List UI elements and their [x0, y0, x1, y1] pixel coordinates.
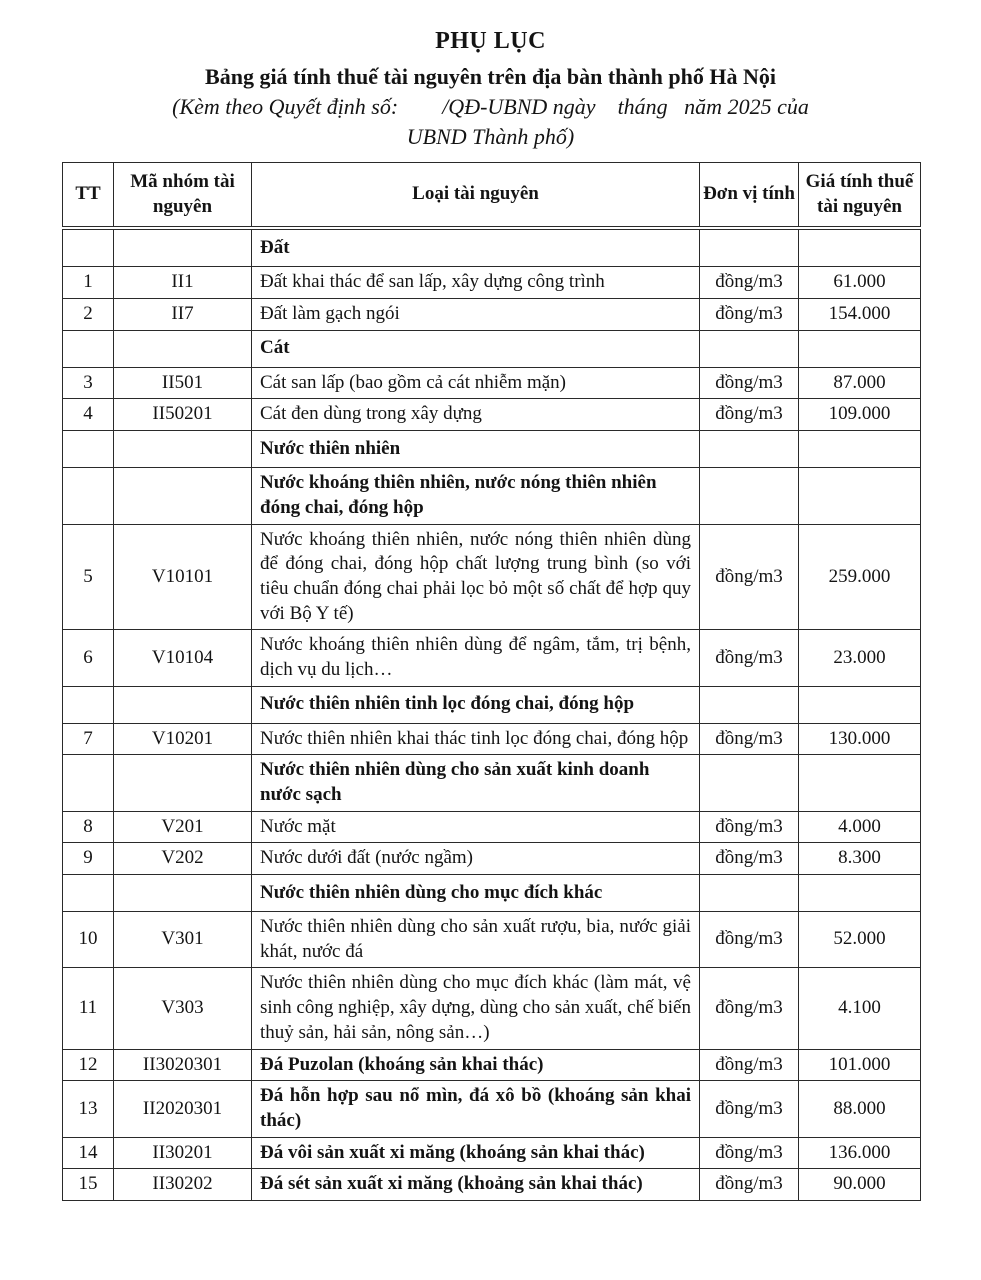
- table-row: [63, 630, 921, 686]
- cell-tt: [63, 431, 114, 468]
- column-header-tt: TT: [63, 163, 114, 229]
- resource-tax-price-table: [62, 162, 921, 1201]
- cell-unit: đồng/m3: [700, 1081, 799, 1137]
- cell-price: 8.300: [799, 843, 921, 875]
- cell-price: [799, 755, 921, 811]
- cell-resource-code: V301: [114, 912, 252, 968]
- section-row: [63, 228, 921, 267]
- table-row: [63, 267, 921, 299]
- cell-resource-code: II1: [114, 267, 252, 299]
- cell-price: 23.000: [799, 630, 921, 686]
- cell-tt: 5: [63, 524, 114, 630]
- cell-unit: đồng/m3: [700, 843, 799, 875]
- table-row: [63, 811, 921, 843]
- cell-resource-name: Nước thiên nhiên khai thác tinh lọc đóng chai, đóng hộp: [252, 723, 700, 755]
- cell-tt: 12: [63, 1049, 114, 1081]
- cell-price: 88.000: [799, 1081, 921, 1137]
- cell-resource-code: [114, 330, 252, 367]
- cell-unit: đồng/m3: [700, 524, 799, 630]
- cell-resource-name: Đất làm gạch ngói: [252, 299, 700, 331]
- cell-tt: 4: [63, 399, 114, 431]
- cell-resource-code: V10201: [114, 723, 252, 755]
- section-row: [63, 755, 921, 811]
- table-body: [63, 228, 921, 1200]
- cell-tt: 11: [63, 968, 114, 1049]
- cell-resource-name: Đá sét sản xuất xi măng (khoảng sản khai thác): [252, 1169, 700, 1201]
- cell-tt: [63, 755, 114, 811]
- cell-unit: đồng/m3: [700, 1137, 799, 1169]
- attribution-line-1: (Kèm theo Quyết định số: /QĐ-UBND ngày tháng năm 2025 của: [172, 94, 809, 119]
- table-row: [63, 1049, 921, 1081]
- cell-price: 87.000: [799, 367, 921, 399]
- cell-price: [799, 330, 921, 367]
- cell-tt: [63, 228, 114, 267]
- cell-resource-code: [114, 431, 252, 468]
- cell-resource-name: Đá vôi sản xuất xi măng (khoáng sản khai thác): [252, 1137, 700, 1169]
- cell-tt: [63, 686, 114, 723]
- table-row: [63, 1137, 921, 1169]
- cell-resource-code: [114, 686, 252, 723]
- table-header-row: [63, 163, 921, 229]
- cell-tt: [63, 330, 114, 367]
- cell-tt: [63, 875, 114, 912]
- cell-tt: 6: [63, 630, 114, 686]
- cell-resource-name: Nước dưới đất (nước ngầm): [252, 843, 700, 875]
- cell-unit: [700, 875, 799, 912]
- cell-price: 4.100: [799, 968, 921, 1049]
- section-row: [63, 330, 921, 367]
- column-header-unit: Đơn vị tính: [700, 163, 799, 229]
- page-subtitle: Bảng giá tính thuế tài nguyên trên địa bàn thành phố Hà Nội: [205, 64, 776, 89]
- cell-resource-name: Nước thiên nhiên dùng cho sản xuất rượu, bia, nước giải khát, nước đá: [252, 912, 700, 968]
- cell-price: [799, 431, 921, 468]
- cell-resource-name: Đất khai thác để san lấp, xây dựng công trình: [252, 267, 700, 299]
- cell-resource-code: II30202: [114, 1169, 252, 1201]
- section-row: [63, 468, 921, 524]
- cell-unit: đồng/m3: [700, 1049, 799, 1081]
- cell-tt: 8: [63, 811, 114, 843]
- cell-unit: đồng/m3: [700, 912, 799, 968]
- cell-price: 101.000: [799, 1049, 921, 1081]
- cell-section-title: Đất: [252, 228, 700, 267]
- cell-resource-code: II30201: [114, 1137, 252, 1169]
- cell-unit: [700, 686, 799, 723]
- cell-unit: [700, 468, 799, 524]
- cell-resource-name: Nước thiên nhiên dùng cho mục đích khác (làm mát, vệ sinh công nghiệp, xây dựng, dùng cho sản xuất, chế biến thuỷ sản, hải sản, nông sản…): [252, 968, 700, 1049]
- cell-price: 90.000: [799, 1169, 921, 1201]
- table-row: [63, 843, 921, 875]
- column-header-resource-code: Mã nhóm tài nguyên: [114, 163, 252, 229]
- cell-price: 52.000: [799, 912, 921, 968]
- cell-section-title: Nước thiên nhiên dùng cho sản xuất kinh doanh nước sạch: [252, 755, 700, 811]
- section-row: [63, 875, 921, 912]
- cell-resource-code: II3020301: [114, 1049, 252, 1081]
- table-header: [63, 163, 921, 229]
- cell-resource-name: Cát đen dùng trong xây dựng: [252, 399, 700, 431]
- cell-tt: 9: [63, 843, 114, 875]
- cell-resource-code: V201: [114, 811, 252, 843]
- cell-price: 130.000: [799, 723, 921, 755]
- cell-section-title: Nước thiên nhiên tinh lọc đóng chai, đóng hộp: [252, 686, 700, 723]
- table-row: [63, 912, 921, 968]
- table-row: [63, 968, 921, 1049]
- cell-tt: [63, 468, 114, 524]
- cell-tt: 7: [63, 723, 114, 755]
- cell-resource-code: II2020301: [114, 1081, 252, 1137]
- cell-resource-name: Đá hỗn hợp sau nổ mìn, đá xô bồ (khoáng sản khai thác): [252, 1081, 700, 1137]
- cell-section-title: Cát: [252, 330, 700, 367]
- cell-resource-name: Nước khoáng thiên nhiên, nước nóng thiên nhiên dùng để đóng chai, đóng hộp chất lượng trung bình (so với tiêu chuẩn đóng chai phải lọc bỏ một số chất để hợp quy với Bộ Y tế): [252, 524, 700, 630]
- section-row: [63, 686, 921, 723]
- cell-unit: [700, 228, 799, 267]
- cell-unit: đồng/m3: [700, 630, 799, 686]
- attribution-line-2: UBND Thành phố): [406, 124, 575, 149]
- column-header-tax-price: Giá tính thuế tài nguyên: [799, 163, 921, 229]
- cell-price: 154.000: [799, 299, 921, 331]
- cell-price: 136.000: [799, 1137, 921, 1169]
- cell-unit: đồng/m3: [700, 968, 799, 1049]
- table-row: [63, 399, 921, 431]
- table-row: [63, 1081, 921, 1137]
- cell-resource-name: Cát san lấp (bao gồm cả cát nhiễm mặn): [252, 367, 700, 399]
- column-header-resource-type: Loại tài nguyên: [252, 163, 700, 229]
- table-row: [63, 524, 921, 630]
- cell-tt: 13: [63, 1081, 114, 1137]
- cell-unit: đồng/m3: [700, 723, 799, 755]
- table-row: [63, 1169, 921, 1201]
- cell-price: 109.000: [799, 399, 921, 431]
- section-row: [63, 431, 921, 468]
- cell-resource-code: II501: [114, 367, 252, 399]
- cell-resource-code: V202: [114, 843, 252, 875]
- page-title: PHỤ LỤC: [435, 28, 546, 54]
- cell-resource-code: [114, 468, 252, 524]
- cell-resource-code: V10101: [114, 524, 252, 630]
- cell-unit: đồng/m3: [700, 299, 799, 331]
- cell-tt: 15: [63, 1169, 114, 1201]
- cell-resource-name: Nước khoáng thiên nhiên dùng để ngâm, tắm, trị bệnh, dịch vụ du lịch…: [252, 630, 700, 686]
- cell-unit: [700, 330, 799, 367]
- cell-unit: đồng/m3: [700, 399, 799, 431]
- cell-price: [799, 228, 921, 267]
- cell-tt: 1: [63, 267, 114, 299]
- cell-tt: 2: [63, 299, 114, 331]
- cell-unit: [700, 431, 799, 468]
- cell-resource-code: II50201: [114, 399, 252, 431]
- cell-tt: 10: [63, 912, 114, 968]
- cell-resource-code: [114, 755, 252, 811]
- table-row: [63, 723, 921, 755]
- cell-resource-code: [114, 875, 252, 912]
- cell-price: [799, 875, 921, 912]
- cell-price: [799, 686, 921, 723]
- cell-unit: [700, 755, 799, 811]
- cell-price: 61.000: [799, 267, 921, 299]
- cell-resource-code: V10104: [114, 630, 252, 686]
- table-row: [63, 367, 921, 399]
- cell-resource-code: V303: [114, 968, 252, 1049]
- cell-resource-name: Nước mặt: [252, 811, 700, 843]
- table-row: [63, 299, 921, 331]
- cell-unit: đồng/m3: [700, 267, 799, 299]
- cell-unit: đồng/m3: [700, 367, 799, 399]
- cell-unit: đồng/m3: [700, 1169, 799, 1201]
- cell-resource-name: Đá Puzolan (khoáng sản khai thác): [252, 1049, 700, 1081]
- cell-section-title: Nước thiên nhiên dùng cho mục đích khác: [252, 875, 700, 912]
- cell-resource-code: [114, 228, 252, 267]
- cell-tt: 14: [63, 1137, 114, 1169]
- cell-tt: 3: [63, 367, 114, 399]
- cell-section-title: Nước khoáng thiên nhiên, nước nóng thiên nhiên đóng chai, đóng hộp: [252, 468, 700, 524]
- cell-price: [799, 468, 921, 524]
- cell-unit: đồng/m3: [700, 811, 799, 843]
- cell-section-title: Nước thiên nhiên: [252, 431, 700, 468]
- cell-resource-code: II7: [114, 299, 252, 331]
- cell-price: 259.000: [799, 524, 921, 630]
- cell-price: 4.000: [799, 811, 921, 843]
- document-header: [0, 0, 981, 150]
